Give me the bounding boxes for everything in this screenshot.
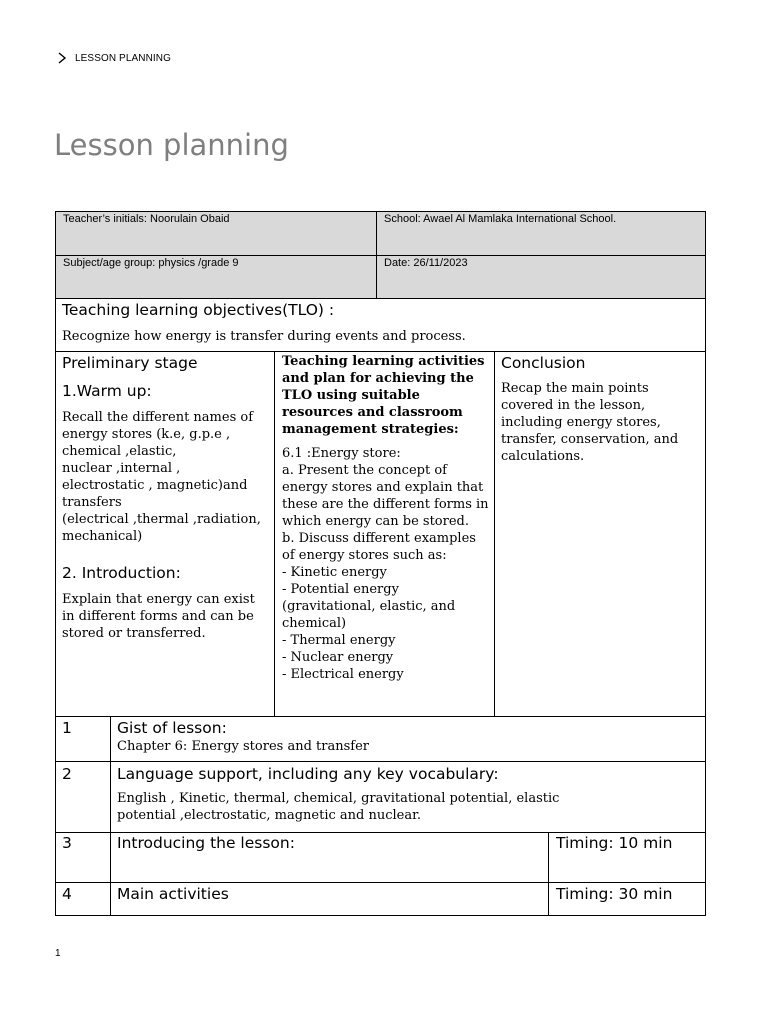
language-support-detail: English , Kinetic, thermal, chemical, gravitational potential, elastic potential ,electrostatic, magnetic and nuclear. [117,791,560,823]
main-activities-heading: Main activities [117,885,229,903]
table-border [55,211,706,212]
row-number: 1 [62,719,72,737]
tlo-heading: Teaching learning objectives(TLO) : [62,301,335,319]
introduction-heading: 2. Introduction: [62,564,181,582]
table-border [55,761,706,762]
warmup-text: Recall the different names of energy stores (k.e, g.p.e , chemical ,elastic, nuclear ,internal , electrostatic , magnetic)and transfers (electrical ,thermal ,radiation, mechanical) [62,410,261,544]
warmup-heading: 1.Warm up: [62,382,152,400]
row-number: 4 [62,885,72,903]
teacher-initials: Teacher’s initials: Noorulain Obaid [63,213,230,225]
introducing-timing: Timing: 10 min [556,834,673,852]
table-border [55,255,706,256]
table-border [705,211,706,916]
gist-heading: Gist of lesson: [117,719,227,737]
table-border [274,351,275,717]
table-border [55,882,706,883]
table-border [548,832,549,916]
subject-age-group: Subject/age group: physics /grade 9 [63,257,239,269]
activities-body: 6.1 :Energy store: a. Present the concept of energy stores and explain that these are the different forms in which energy can be stored. b. Discuss different examples of energy stores such as: - Kinetic energy - Potential energy (gravitational, elastic, and chemical) - Thermal energy - Nuclear energy - Electrical energy [282,446,489,682]
preliminary-heading: Preliminary stage [62,354,198,372]
conclusion-heading: Conclusion [501,354,586,372]
main-activities-timing: Timing: 30 min [556,885,673,903]
table-border [55,915,706,916]
table-border [494,351,495,717]
chevron-right-icon [55,50,69,66]
breadcrumb-label: LESSON PLANNING [75,52,171,64]
gist-detail: Chapter 6: Energy stores and transfer [117,739,369,754]
table-border [110,716,111,916]
row-number: 2 [62,765,72,783]
page-number: 1 [55,948,61,959]
row-number: 3 [62,834,72,852]
school-name: School: Awael Al Mamlaka International School. [384,213,617,225]
table-border [55,211,56,916]
table-border [55,832,706,833]
introducing-lesson-heading: Introducing the lesson: [117,834,295,852]
activities-heading: Teaching learning activities and plan for achieving the TLO using suitable resources and classroom management strategies: [282,354,485,437]
language-support-heading: Language support, including any key vocabulary: [117,765,499,783]
page-title: Lesson planning [54,128,289,162]
introduction-text: Explain that energy can exist in different forms and can be stored or transferred. [62,592,255,641]
table-border [376,211,377,299]
table-border [55,298,706,299]
lesson-date: Date: 26/11/2023 [384,257,468,269]
conclusion-text: Recap the main points covered in the lesson, including energy stores, transfer, conservation, and calculations. [501,381,679,464]
table-border [55,351,706,352]
breadcrumb [55,50,171,66]
tlo-text: Recognize how energy is transfer during events and process. [62,329,466,344]
table-border [55,716,706,717]
